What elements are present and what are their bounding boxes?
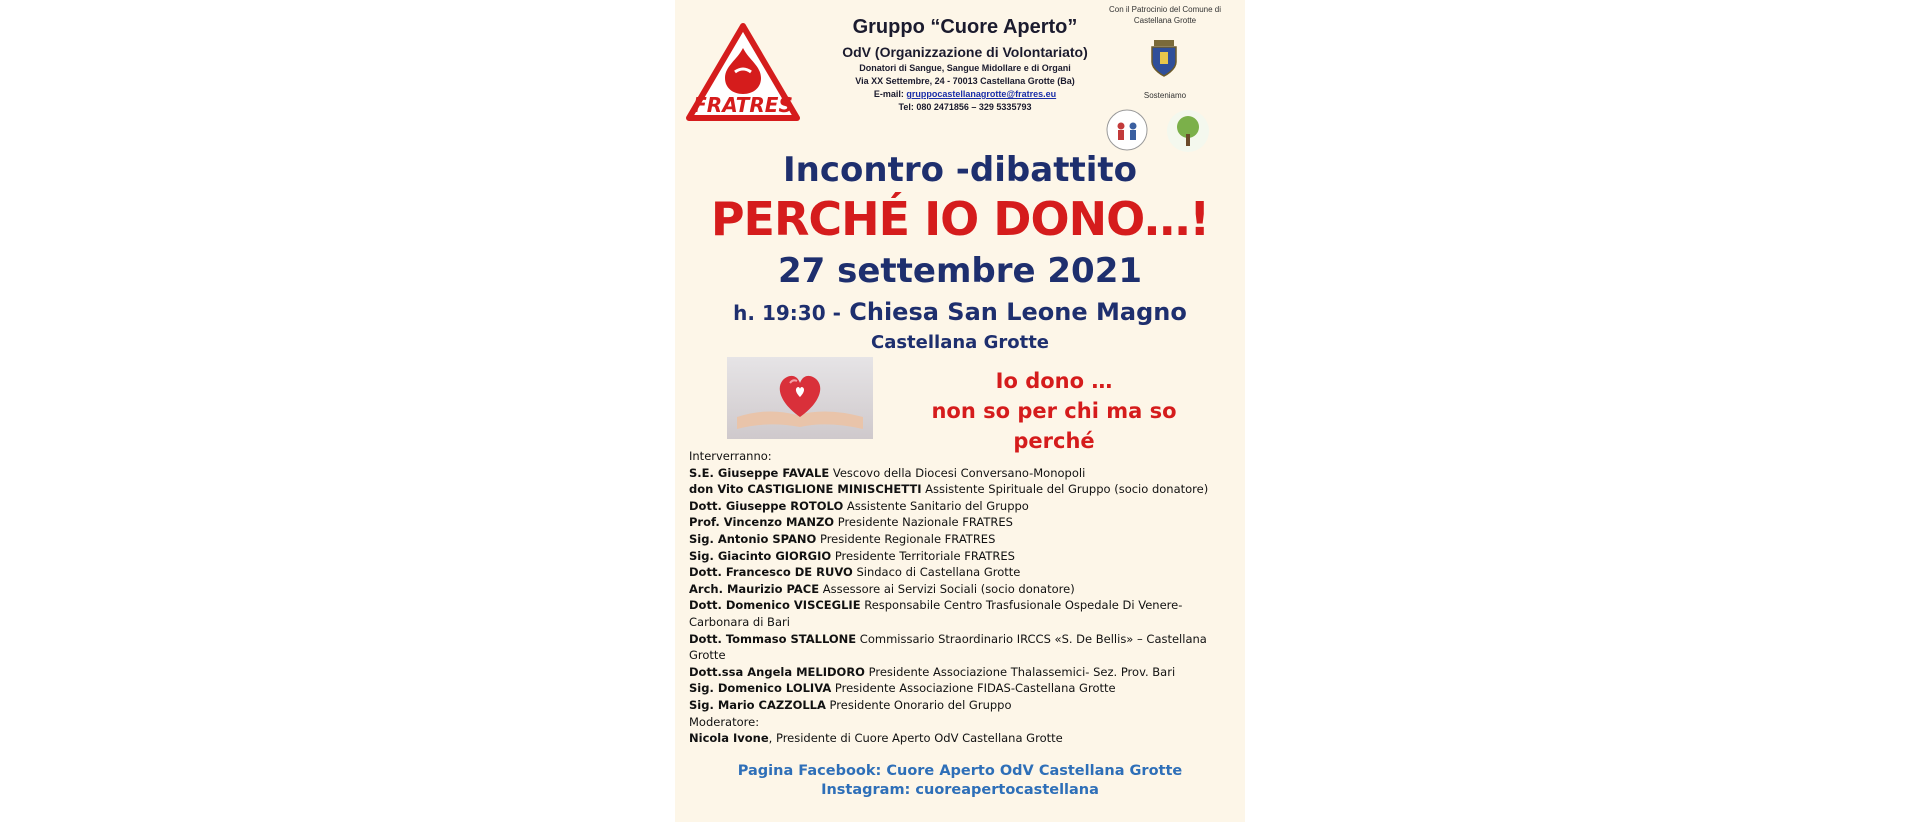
speaker-list [689, 465, 1237, 714]
speaker-row [689, 680, 1237, 697]
speaker-row [689, 465, 1237, 482]
speaker-role: Vescovo della Diocesi Conversano-Monopoli [829, 465, 1086, 480]
speaker-role: Commissario Straordinario IRCCS «S. De Bellis» – Castellana Grotte [689, 631, 1207, 663]
support-label: Sosteniamo [1143, 91, 1187, 100]
speaker-row [689, 631, 1237, 664]
speaker-name: don Vito CASTIGLIONE MINISCHETTI [689, 482, 922, 497]
speakers-heading: Interverranno: [689, 449, 772, 463]
org-type: OdV (Organizzazione di Volontariato) [842, 44, 1088, 60]
speaker-row [689, 564, 1237, 581]
speaker-name: Arch. Maurizio PACE [689, 581, 820, 596]
slogan-line-3: perché [1013, 429, 1095, 453]
event-title: PERCHÉ IO DONO…! [710, 192, 1210, 246]
logo-text: FRATRES [693, 93, 793, 117]
org-address: Via XX Settembre, 24 - 70013 Castellana Grotte (Ba) [855, 76, 1075, 86]
slogan-line-2: non so per chi ma so [931, 399, 1177, 423]
speaker-name: Sig. Mario CAZZOLLA [689, 697, 826, 712]
event-date: 27 settembre 2021 [777, 251, 1143, 291]
speakers-section [689, 448, 1237, 747]
speaker-row [689, 581, 1237, 598]
moderator-role: , Presidente di Cuore Aperto OdV Castellana Grotte [768, 731, 1063, 746]
slogan [895, 366, 1213, 456]
moderator [689, 730, 1237, 747]
speaker-name: Sig. Domenico LOLIVA [689, 681, 832, 696]
speaker-row [689, 548, 1237, 565]
speaker-row [689, 514, 1237, 531]
speaker-name: Dott. Giuseppe ROTOLO [689, 498, 844, 513]
org-info [795, 14, 1135, 114]
speaker-role: Presidente Onorario del Gruppo [825, 697, 1012, 712]
social-links [675, 762, 1245, 800]
speaker-name: Dott. Tommaso STALLONE [689, 631, 857, 646]
speaker-role: Presidente Regionale FRATRES [816, 531, 996, 546]
speaker-name: S.E. Giuseppe FAVALE [689, 465, 830, 480]
town-crest-icon [1149, 38, 1179, 78]
org-email-line [795, 88, 1135, 101]
hands-heart-photo [727, 357, 873, 439]
moderator-heading: Moderatore: [689, 714, 760, 729]
speaker-name: Dott. Francesco DE RUVO [689, 565, 853, 580]
org-description: Donatori di Sangue, Sangue Midollare e di Organi [859, 63, 1071, 73]
speaker-row [689, 664, 1237, 681]
speaker-row [689, 498, 1237, 515]
fratres-logo [685, 22, 801, 124]
event-kind: Incontro -dibattito [783, 150, 1137, 190]
speaker-role: Presidente Associazione Thalassemici- Sez. Prov. Bari [864, 664, 1176, 679]
speaker-row [689, 531, 1237, 548]
email-link[interactable]: gruppocastellanagrotte@fratres.eu [906, 89, 1057, 99]
association-badge-icon [1105, 108, 1149, 152]
speaker-name: Sig. Antonio SPANO [689, 531, 817, 546]
speaker-role: Presidente Associazione FIDAS-Castellana Grotte [831, 681, 1116, 696]
speaker-role: Presidente Nazionale FRATRES [834, 515, 1013, 530]
event-poster [675, 0, 1245, 822]
speaker-role: Presidente Territoriale FRATRES [831, 548, 1015, 563]
speaker-role: Assessore ai Servizi Sociali (socio donatore) [819, 581, 1075, 596]
facebook-link[interactable]: Pagina Facebook: Cuore Aperto OdV Castellana Grotte [737, 763, 1183, 779]
speaker-row [689, 481, 1237, 498]
org-name: Gruppo “Cuore Aperto” [852, 16, 1078, 38]
speaker-role: Sindaco di Castellana Grotte [852, 565, 1021, 580]
slogan-line-1: Io dono … [995, 369, 1113, 393]
speaker-name: Sig. Giacinto GIORGIO [689, 548, 832, 563]
event-hour: h. 19:30 - [733, 301, 841, 325]
instagram-link[interactable]: Instagram: cuoreapertocastellana [821, 782, 1099, 798]
speaker-row [689, 597, 1237, 630]
speaker-name: Dott. Domenico VISCEGLIE [689, 598, 861, 613]
speaker-name: Dott.ssa Angela MELIDORO [689, 664, 865, 679]
moderator-name: Nicola Ivone [689, 731, 769, 746]
event-venue-line [675, 296, 1245, 329]
speaker-role: Assistente Spirituale del Gruppo (socio donatore) [921, 482, 1209, 497]
event-city: Castellana Grotte [870, 332, 1050, 353]
email-label: E-mail: [873, 89, 907, 99]
patronage-text: Con il Patrocinio del Comune di Castellana Grotte [1108, 5, 1222, 25]
event-venue: Chiesa San Leone Magno [849, 298, 1187, 326]
speaker-name: Prof. Vincenzo MANZO [689, 515, 835, 530]
speaker-role: Responsabile Centro Trasfusionale Ospedale Di Venere- Carbonara di Bari [689, 598, 1183, 629]
org-phone: Tel: 080 2471856 – 329 5335793 [898, 102, 1032, 112]
speaker-role: Assistente Sanitario del Gruppo [843, 498, 1029, 513]
speaker-row [689, 697, 1237, 714]
